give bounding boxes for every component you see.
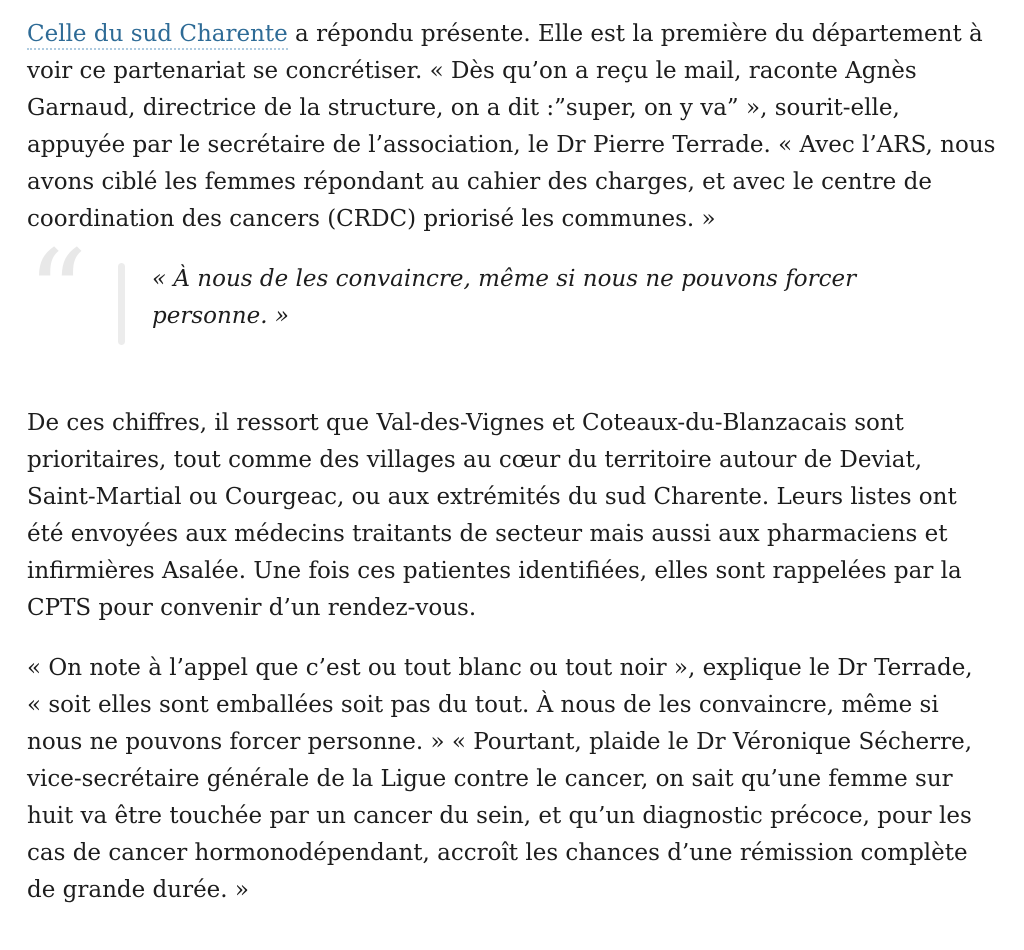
paragraph-intro-text: a répondu présente. Elle est la première du département à voir ce partenariat se concrétiser. « Dès qu’on a reçu le mail, raconte Agnès Garnaud, directrice de la structure, on a dit :”super, on y va” », sourit-elle, appuyée par le secrétaire de l’association, le Dr Pierre Terrade. « Avec l’ARS, nous avons ciblé les femmes répondant au cahier des charges, et avec le centre de coordination des cancers (CRDC) priorisé les communes. » — [27, 21, 996, 232]
paragraph-reactions: « On note à l’appel que c’est ou tout blanc ou tout noir », explique le Dr Terrade, « soit elles sont emballées soit pas du tout. À nous de les convaincre, même si nous ne pouvons forcer personne. » « Pourtant, plaide le Dr Véronique Sécherre, vice-secrétaire générale de la Ligue contre le cancer, on sait qu’une femme sur huit va être touchée par un cancer du sein, et qu’un diagnostic précoce, pour les cas de cancer hormonodépendant, accroît les chances d’une rémission complète de grande durée. » — [27, 655, 973, 903]
paragraph-intro — [27, 16, 997, 238]
quotation-mark-icon: “ — [27, 224, 84, 362]
sud-charente-link[interactable]: Celle du sud Charente — [27, 21, 288, 50]
paragraph-priorities: De ces chiffres, il ressort que Val-des-Vignes et Coteaux-du-Blanzacais sont prioritaires, tout comme des villages au cœur du territoire autour de Deviat, Saint-Martial ou Courgeac, ou aux extrémités du sud Charente. Leurs listes ont été envoyées aux médecins traitants de secteur mais aussi aux pharmaciens et infirmières Asalée. Une fois ces patientes identifiées, elles sont rappelées par la CPTS pour convenir d’un rendez-vous. — [27, 410, 962, 621]
quote-divider-bar — [118, 263, 125, 345]
pull-quote-text: « À nous de les convaincre, même si nous ne pouvons forcer personne. » — [152, 266, 857, 329]
pull-quote — [27, 224, 997, 362]
